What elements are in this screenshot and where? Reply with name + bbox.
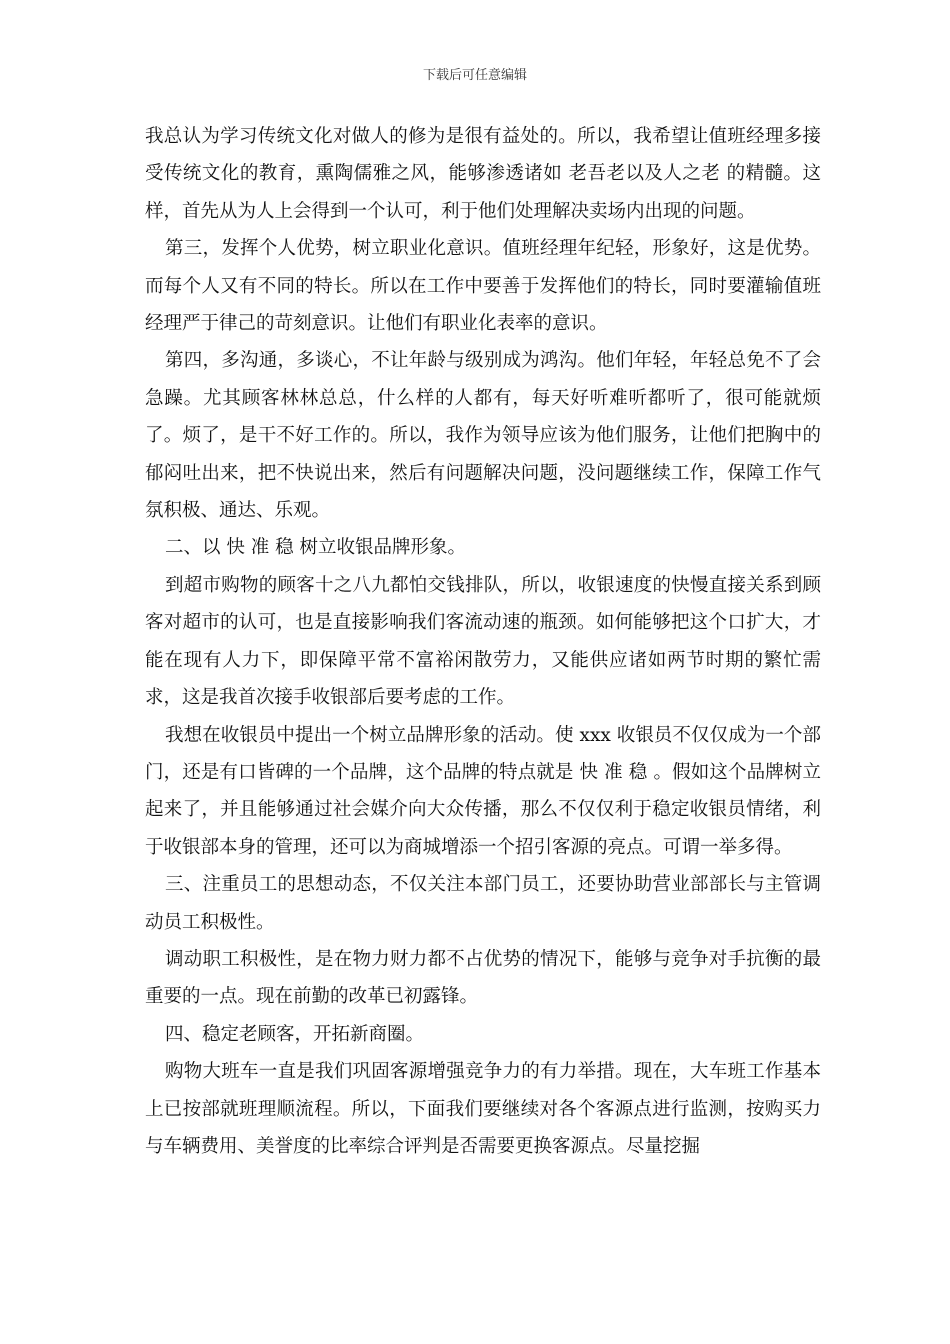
- paragraph: 调动职工积极性，是在物力财力都不占优势的情况下，能够与竞争对手抗衡的最重要的一点。现在前勤的改革已初露锋。: [145, 948, 821, 1008]
- paragraph: 购物大班车一直是我们巩固客源增强竞争力的有力举措。现在，大车班工作基本上已按部就班理顺流程。所以，下面我们要继续对各个客源点进行监测，按购买力与车辆费用、美誉度的比率综合评判是否需要更换客源点。尽量挖掘: [145, 1061, 821, 1157]
- paragraph: 我想在收银员中提出一个树立品牌形象的活动。使 xxx 收银员不仅仅成为一个部门，还是有口皆碑的一个品牌，这个品牌的特点就是 快 准 稳 。假如这个品牌树立起来了，并且能够通过社会媒介向大众传播，那么不仅仅利于稳定收银员情绪，利于收银部本身的管理，还可以为商城增添一个招引客源的亮点。可谓一举多得。: [145, 724, 821, 858]
- section-heading: 二、以 快 准 稳 树立收银品牌形象。: [165, 537, 467, 559]
- section-heading: 四、稳定老顾客，开拓新商圈。: [165, 1023, 425, 1045]
- paragraph: 第四，多沟通，多谈心，不让年龄与级别成为鸿沟。他们年轻，年轻总免不了会急躁。尤其顾客林林总总，什么样的人都有，每天好听难听都听了，很可能就烦了。烦了，是干不好工作的。所以，我作为领导应该为他们服务，让他们把胸中的郁闷吐出来，把不快说出来，然后有问题解决问题，没问题继续工作，保障工作气氛积极、通达、乐观。: [145, 350, 821, 522]
- paragraph: 到超市购物的顾客十之八九都怕交钱排队，所以，收银速度的快慢直接关系到顾客对超市的认可，也是直接影响我们客流动速的瓶颈。如何能够把这个口扩大，才能在现有人力下，即保障平常不富裕闲散劳力，又能供应诸如两节时期的繁忙需求，这是我首次接手收银部后要考虑的工作。: [145, 574, 821, 709]
- paragraph: 我总认为学习传统文化对做人的修为是很有益处的。所以，我希望让值班经理多接受传统文化的教育，熏陶儒雅之风，能够渗透诸如 老吾老以及人之老 的精髓。这样，首先从为人上会得到一个认可，利于他们处理解决卖场内出现的问题。: [145, 126, 821, 222]
- paragraph: 第三，发挥个人优势，树立职业化意识。值班经理年纪轻，形象好，这是优势。而每个人又有不同的特长。所以在工作中要善于发挥他们的特长，同时要灌输值班经理严于律己的苛刻意识。让他们有职业化表率的意识。: [145, 238, 821, 335]
- section-heading: 三、注重员工的思想动态，不仅关注本部门员工，还要协助营业部部长与主管调动员工积极性。: [145, 874, 821, 933]
- page-header: 下载后可任意编辑: [422, 68, 527, 83]
- document-body: [145, 118, 821, 1165]
